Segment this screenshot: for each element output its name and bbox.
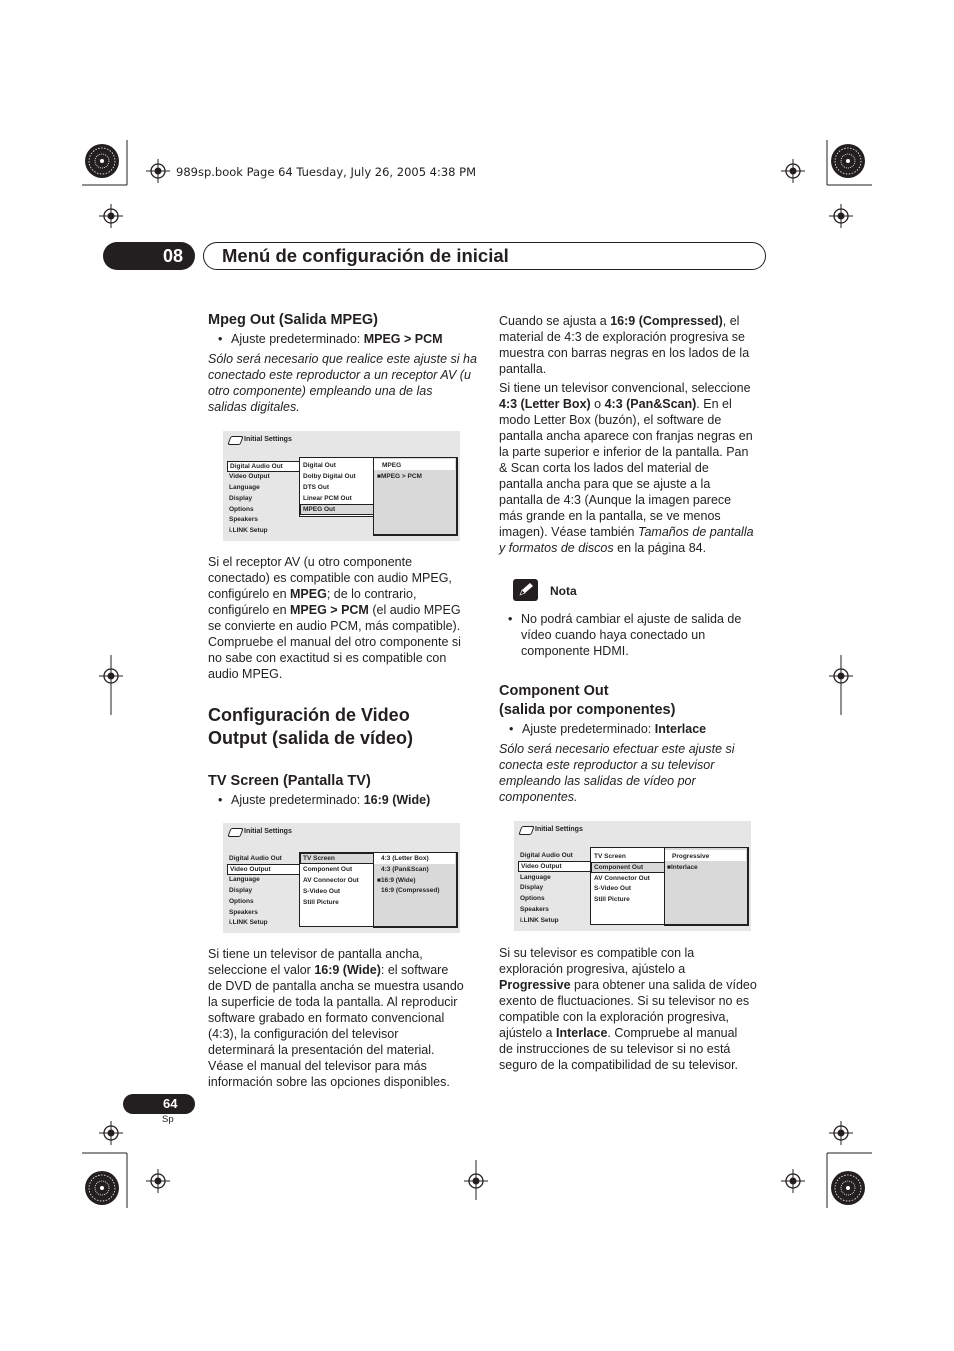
- osd-screen-component: [514, 821, 751, 931]
- osd-option: 4:3 (Letter Box): [381, 855, 429, 862]
- mpeg-heading: Mpeg Out (Salida MPEG): [208, 312, 378, 328]
- osd-option: MPEG: [382, 462, 402, 469]
- mpeg-default: • Ajuste predeterminado: MPEG > PCM: [231, 331, 443, 347]
- text-line: pantalla ancha aparece con franjas negras en: [499, 429, 753, 443]
- osd-menu-item: Digital Audio Out: [227, 461, 301, 472]
- osd-menu-item: Speakers: [520, 906, 549, 913]
- nota-text: • No podrá cambiar el ajuste de salida de vídeo cuando haya conectado un componente HDMI.: [508, 612, 742, 658]
- osd-menu-item: Speakers: [229, 909, 258, 916]
- text-line: Progressive para obtener una salida de vídeo: [499, 978, 757, 992]
- osd-title: Initial Settings: [244, 828, 292, 835]
- osd-menu-item: Options: [229, 898, 254, 905]
- osd-menu-item: Digital Audio Out: [229, 855, 282, 862]
- text-line: material de 4:3 de exploración progresiva se: [499, 330, 745, 344]
- pencil-icon: [513, 579, 538, 601]
- text-line: determinará la presentación del material.: [208, 1043, 435, 1057]
- text-line: Si tiene un televisor convencional, seleccione: [499, 381, 751, 395]
- text-line: información sobre las opciones disponibles.: [208, 1075, 450, 1089]
- osd-submenu-item: Dolby Digital Out: [303, 473, 356, 480]
- osd-submenu-item: Digital Out: [303, 462, 336, 469]
- text-line: exploración progresiva, ajústelo a: [499, 962, 686, 976]
- osd-option: Progressive: [672, 853, 710, 860]
- osd-menu-item: i.LINK Setup: [229, 919, 268, 926]
- text-line: 4:3 (Letter Box) o 4:3 (Pan&Scan). En el: [499, 397, 732, 411]
- text-line: imagen). Véase también Tamaños de pantalla: [499, 525, 754, 539]
- text-line: no sabe con exactitud si es compatible con: [208, 651, 447, 665]
- osd-option: 16:9 (Compressed): [381, 887, 440, 894]
- osd-submenu-item: Component Out: [303, 866, 353, 873]
- osd-screen-tv: [223, 823, 460, 933]
- text-line: pantalla ancha para que se ajuste a la: [499, 477, 711, 491]
- text-line: Véase el manual del televisor para más: [208, 1059, 427, 1073]
- component-note: Sólo será necesario efectuar este ajuste si conecta este reproductor a su televisor empleando las salidas de vídeo por componentes.: [499, 742, 735, 804]
- osd-menu-item: Video Output: [229, 473, 270, 480]
- osd-option: ■MPEG > PCM: [377, 473, 422, 480]
- osd-submenu-item: TV Screen: [300, 853, 374, 864]
- text-line: configúrelo en MPEG; de lo contrario,: [208, 587, 417, 601]
- text-line: conectado) es compatible con audio MPEG,: [208, 571, 452, 585]
- text-line: la parte superior e inferior de la pantalla. Pan: [499, 445, 749, 459]
- text-line: audio MPEG.: [208, 667, 283, 681]
- osd-option: 4:3 (Pan&Scan): [381, 866, 429, 873]
- text-line: seleccione el valor 16:9 (Wide): el software: [208, 963, 449, 977]
- text-line: ajústelo a Interlace. Compruebe al manual: [499, 1026, 738, 1040]
- conventional-tv-body: [499, 380, 774, 556]
- text-line: de DVD de pantalla ancha se muestra usando: [208, 979, 464, 993]
- compressed-body: [499, 313, 774, 377]
- osd-menu-item: Language: [229, 876, 260, 883]
- print-slug: 989sp.book Page 64 Tuesday, July 26, 2005 4:38 PM: [176, 165, 477, 179]
- osd-menu-item: Display: [229, 495, 253, 502]
- text-line: más grande en la pantalla, se ve menos: [499, 509, 721, 523]
- osd-menu-item: Display: [229, 887, 253, 894]
- osd-submenu-item: Linear PCM Out: [303, 495, 352, 502]
- chapter-title: Menú de configuración de inicial: [222, 245, 509, 266]
- osd-menu-item: Language: [520, 874, 551, 881]
- osd-title: Initial Settings: [244, 436, 292, 443]
- text-line: compatible con la exploración progresiva,: [499, 1010, 729, 1024]
- component-out-heading: Component Out (salida por componentes): [499, 683, 676, 718]
- text-line: Cuando se ajusta a 16:9 (Compressed), el: [499, 314, 740, 328]
- chapter-number-badge: 08: [103, 242, 195, 270]
- mpeg-body: [208, 554, 483, 682]
- text-line: Si tiene un televisor de pantalla ancha,: [208, 947, 423, 961]
- text-line: de instrucciones de su televisor si no está: [499, 1042, 731, 1056]
- page-number-badge: 64: [123, 1094, 195, 1114]
- component-default: • Ajuste predeterminado: Interlace: [522, 721, 706, 737]
- text-line: Compruebe el manual del otro componente si: [208, 635, 461, 649]
- osd-menu-item: Video Output: [227, 864, 301, 875]
- osd-submenu-item: TV Screen: [594, 853, 626, 860]
- osd-screen-mpeg: [223, 431, 460, 541]
- osd-submenu-item: DTS Out: [303, 484, 329, 491]
- text-line: (4:3), la configuración del televisor: [208, 1027, 399, 1041]
- osd-option: ■16:9 (Wide): [377, 877, 416, 884]
- osd-option: ■Interlace: [667, 864, 698, 871]
- text-line: muestra con barras negras en los lados de la: [499, 346, 750, 360]
- settings-disc-icon: [227, 436, 243, 445]
- component-body: [499, 945, 774, 1073]
- text-line: y formatos de discos en la página 84.: [499, 541, 707, 555]
- osd-menu-item: Options: [229, 506, 254, 513]
- osd-menu-item: Display: [520, 884, 544, 891]
- osd-submenu-item: S-Video Out: [594, 885, 632, 892]
- osd-menu-item: Digital Audio Out: [520, 852, 573, 859]
- settings-disc-icon: [227, 828, 243, 837]
- osd-menu-item: Options: [520, 895, 545, 902]
- text-line: exento de fluctuaciones. Si su televisor no es: [499, 994, 750, 1008]
- tv-screen-default: • Ajuste predeterminado: 16:9 (Wide): [231, 792, 430, 808]
- mpeg-note: Sólo será necesario que realice este ajuste si ha conectado este reproductor a un receptor AV (u otro componente) empleando una de las salidas digitales.: [208, 352, 477, 414]
- osd-submenu-item: AV Connector Out: [303, 877, 359, 884]
- osd-menu-item: i.LINK Setup: [229, 527, 268, 534]
- osd-submenu-item: Still Picture: [594, 896, 630, 903]
- text-line: modo Letter Box (buzón), el software de: [499, 413, 722, 427]
- language-code: Sp: [162, 1114, 174, 1125]
- osd-submenu-item: Still Picture: [303, 899, 339, 906]
- nota-title: Nota: [550, 584, 577, 598]
- text-line: pantalla.: [499, 362, 547, 376]
- osd-title: Initial Settings: [535, 826, 583, 833]
- osd-submenu-item: MPEG Out: [300, 504, 374, 515]
- text-line: & Scan corta los lados del material de: [499, 461, 709, 475]
- osd-menu-item: Speakers: [229, 516, 258, 523]
- osd-menu-item: Language: [229, 484, 260, 491]
- text-line: la superficie de toda la pantalla. Al reproducir: [208, 995, 458, 1009]
- osd-submenu-item: Component Out: [591, 862, 665, 873]
- text-line: se convierte en audio PCM, más compatible).: [208, 619, 461, 633]
- tv-screen-heading: TV Screen (Pantalla TV): [208, 773, 371, 789]
- text-line: seguro de la compatibilidad de su televisor.: [499, 1058, 739, 1072]
- video-section-heading: Configuración de Video Output (salida de vídeo): [208, 705, 414, 748]
- osd-menu-item: Video Output: [518, 861, 592, 872]
- osd-submenu-item: AV Connector Out: [594, 875, 650, 882]
- osd-submenu-item: S-Video Out: [303, 888, 341, 895]
- text-line: Si el receptor AV (u otro componente: [208, 555, 413, 569]
- tv-screen-body: [208, 946, 483, 1090]
- text-line: configúrelo en MPEG > PCM (el audio MPEG: [208, 603, 461, 617]
- settings-disc-icon: [518, 826, 534, 835]
- text-line: Si su televisor es compatible con la: [499, 946, 695, 960]
- chapter-title-box: [203, 242, 766, 270]
- osd-menu-item: i.LINK Setup: [520, 917, 559, 924]
- text-line: software grabado en formato convencional: [208, 1011, 445, 1025]
- text-line: pantalla de 4:3 (Aunque la imagen parece: [499, 493, 732, 507]
